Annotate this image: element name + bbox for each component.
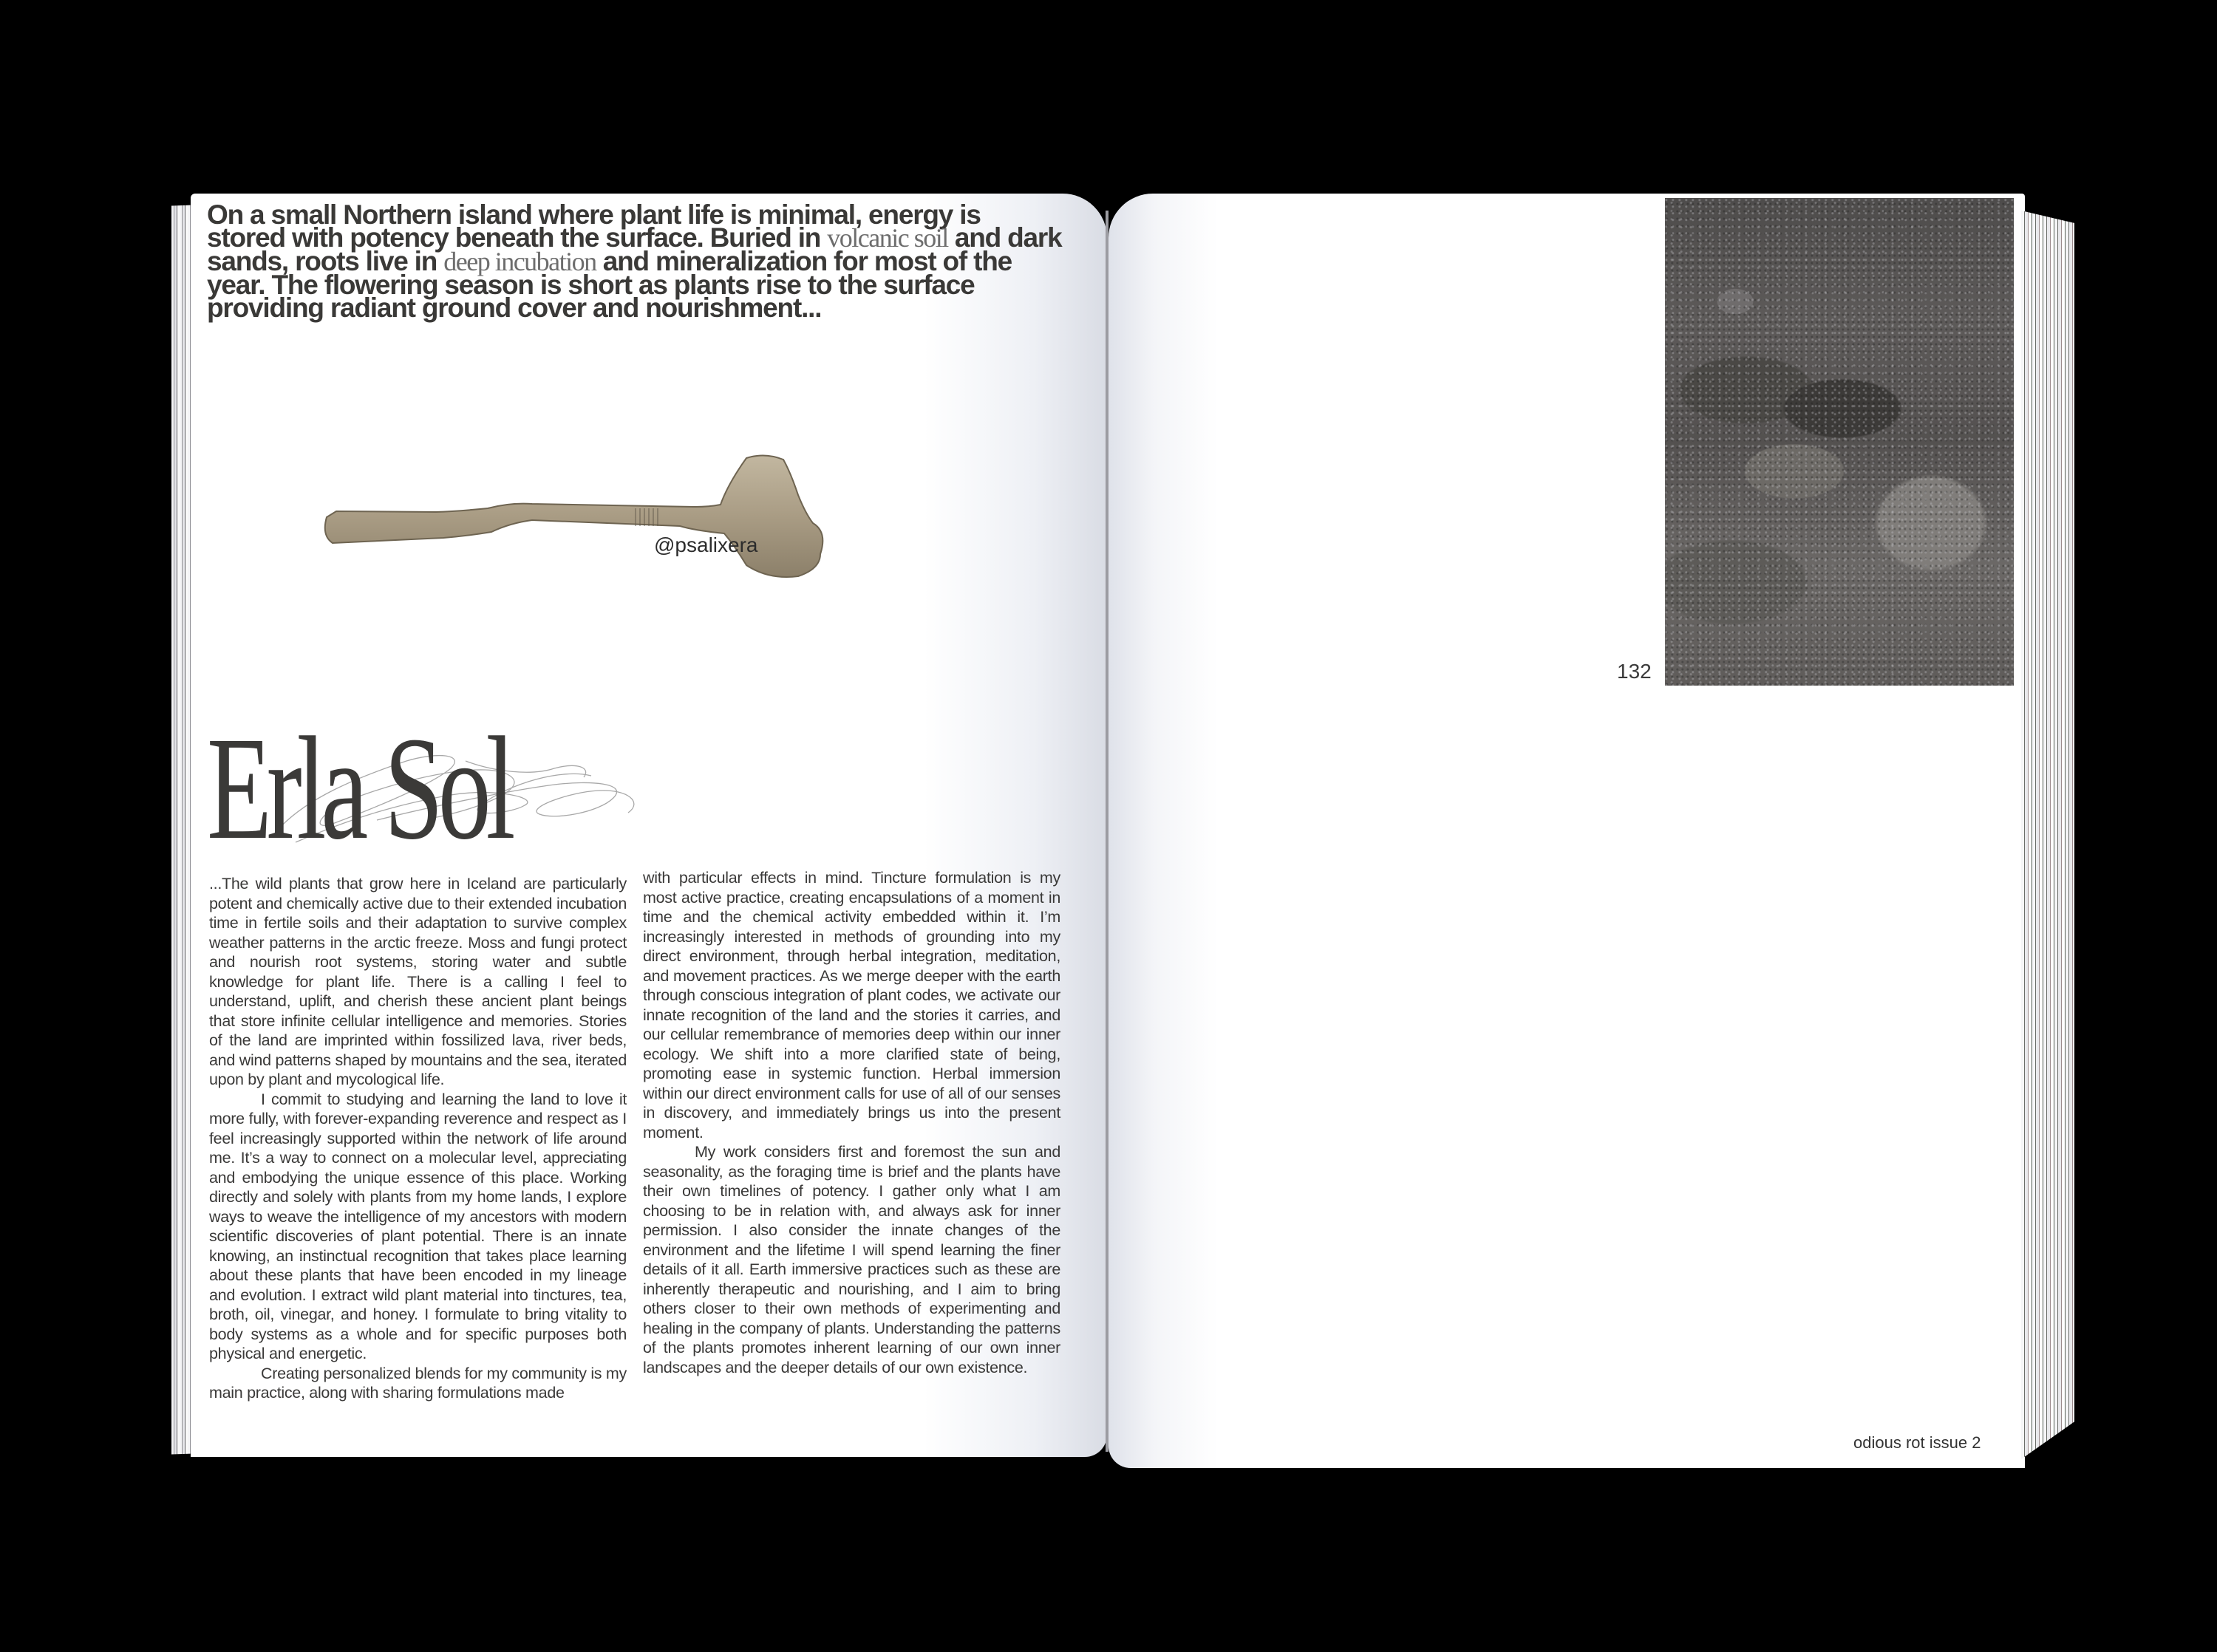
book-gutter <box>1106 211 1108 1452</box>
paragraph: Creating personalized blends for my community is my main practice, along with sharing formulations made <box>209 1364 627 1402</box>
paragraph: I commit to studying and learning the land to love it more fully, with forever-expanding reverence and respect as I feel increasingly supported within the network of life around me. It’s a way to connect on a molecular level, appreciating and embodying the unique essence of this place. Working directly and solely with plants from my home lands, I explore ways to weave the intelligence of my ancestors with modern scientific discoveries of plant potential. There is an innate knowing, an instinctual recognition that takes place learning about these plants that have been encoded in my lineage and evolution. I extract wild plant material into tinctures, tea, broth, oil, vinegar, and honey. I formulate to bring vitality to body systems as a whole and for specific purposes both physical and energetic. <box>209 1090 627 1362</box>
paragraph: My work considers first and foremost the sun and seasonality, as the foraging time is brief and the plants have their own timelines of potency. I gather only what I am choosing to be in relation with, and always ask for inner permission. I also consider the innate changes of the environment and the lifetime I will spend learning the finer details of it all. Earth immersive practices such as these are inherently therapeutic and nourishing, and I aim to bring others closer to their own methods of experimenting and healing in the company of plants. Understanding the patterns of the plants promotes inherent learning of our own inner landscapes and the deeper details of our own existence. <box>643 1143 1060 1376</box>
rock-photograph <box>1665 198 2014 686</box>
intro-segment-3: and dark sands, roots live in <box>207 222 1062 276</box>
publication-footer: odious rot issue 2 <box>1853 1433 1981 1452</box>
right-page-edges <box>2021 211 2074 1459</box>
paragraph: ...The wild plants that grow here in Iceland are particularly potent and chemically active due to their extended incubation time in fertile soils and their adaptation to survive complex weather patterns in the arctic freeze. Moss and fungi protect and nourish root systems, storing water and subtle knowledge for plant life. There is a calling I feel to understand, uplift, and cherish these ancient plant beings that store infinite cellular intelligence and memories. Stories of the land are imprinted within fossilized lava, river beds, and wind patterns shaped by mountains and the sea, iterated upon by plant and mycological life. <box>209 875 627 1088</box>
article-title-block <box>207 707 665 872</box>
intro-segment-deep-incubation: deep incubation <box>443 247 596 276</box>
page-number: 132 <box>1617 660 1652 683</box>
body-column-1 <box>209 874 627 1403</box>
intro-segment-volcanic-soil: volcanic soil <box>827 223 948 253</box>
intro-segment-5: and mineralization for most of the year. The flowering season is short as plants rise to the surface providing radiant ground cover and nourishment... <box>207 246 1012 323</box>
intro-paragraph <box>207 199 1064 323</box>
article-title: Erla Sol <box>207 707 511 870</box>
root-specimen-image <box>310 443 931 584</box>
body-column-2 <box>643 868 1060 1377</box>
paragraph: with particular effects in mind. Tincture formulation is my most active practice, creating encapsulations of a moment in time and the chemical activity embedded within it. I’m increasingly interested in methods of grounding into my direct environment, through herbal integration, meditation, and movement practices. As we merge deeper with the earth through conscious integration of plant codes, we activate our innate recognition of the land and the stories it carries, and our cellular remembrance of memories deep within our inner ecology. We shift into a more clarified state of being, promoting ease in systemic function. Herbal immersion within our direct environment calls for use of all of our senses in discovery, and immediately brings us into the present moment. <box>643 869 1060 1141</box>
image-credit: @psalixera <box>654 533 758 556</box>
intro-segment-1: On a small Northern island where plant life is minimal, energy is stored with potency beneath the surface. Buried in <box>207 199 981 253</box>
